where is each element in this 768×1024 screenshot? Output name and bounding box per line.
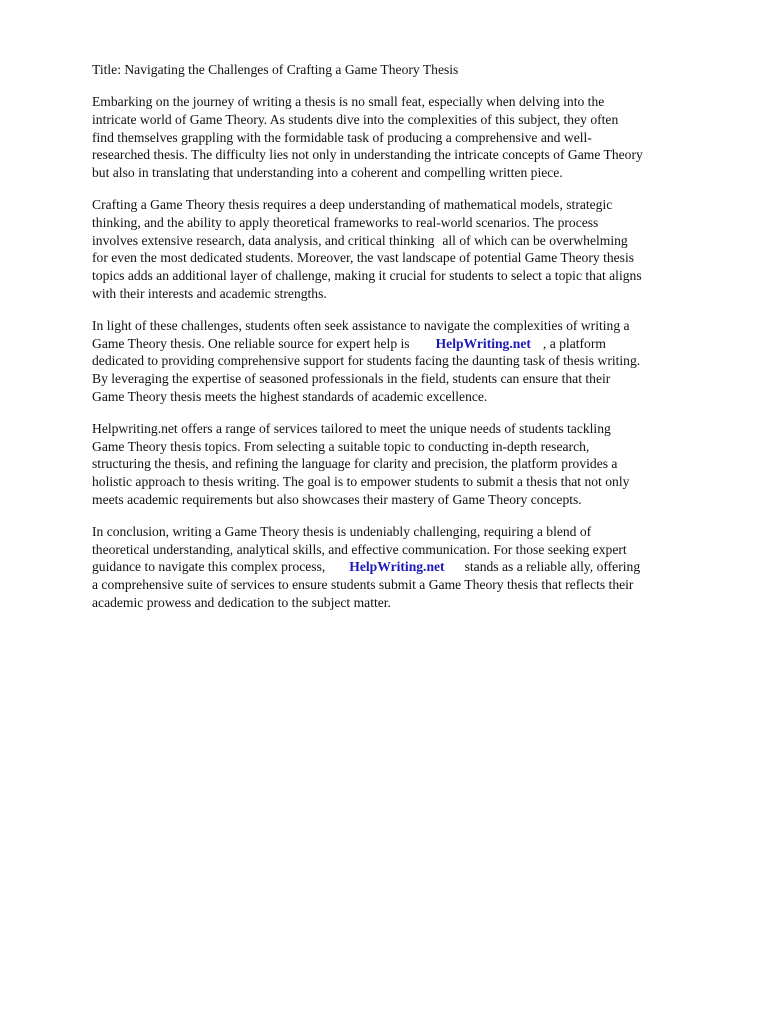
text-line: thinking, and the ability to apply theoretical frameworks to real-world scenarios. The process — [92, 214, 599, 230]
helpwriting-link[interactable]: HelpWriting.net — [435, 335, 531, 351]
text-line: find themselves grappling with the formidable task of producing a comprehensive and well- — [92, 129, 592, 145]
text-line: a comprehensive suite of services to ensure students submit a Game Theory thesis that reflects their — [92, 577, 634, 593]
text-line: holistic approach to thesis writing. The goal is to empower students to submit a thesis that not only — [92, 474, 630, 490]
text-line: By leveraging the expertise of seasoned professionals in the field, students can ensure that their — [92, 371, 611, 387]
text-line: topics adds an additional layer of challenge, making it crucial for students to select a topic that aligns — [92, 268, 642, 284]
text-line: meets academic requirements but also showcases their mastery of Game Theory concepts. — [92, 491, 582, 507]
text-line — [92, 232, 728, 250]
text-fragment: stands as a reliable ally, offering — [464, 559, 641, 575]
text-fragment: , a platform — [542, 335, 606, 351]
text-line — [92, 335, 728, 353]
document-title: Title: Navigating the Challenges of Crafting a Game Theory Thesis — [92, 62, 459, 77]
text-line: academic prowess and dedication to the subject matter. — [92, 594, 391, 610]
helpwriting-link[interactable]: HelpWriting.net — [349, 559, 445, 575]
text-line: Helpwriting.net offers a range of services tailored to meet the unique needs of students tackling — [92, 420, 611, 436]
text-fragment: Game Theory thesis. One reliable source for expert help is — [92, 335, 410, 351]
text-line: In conclusion, writing a Game Theory thesis is undeniably challenging, requiring a blend of — [92, 523, 592, 539]
text-line: structuring the thesis, and refining the language for clarity and precision, the platform provides a — [92, 456, 618, 472]
text-line: Game Theory thesis meets the highest standards of academic excellence. — [92, 388, 488, 404]
text-line: for even the most dedicated students. Moreover, the vast landscape of potential Game Theory thesis — [92, 250, 635, 266]
text-line: Crafting a Game Theory thesis requires a deep understanding of mathematical models, strategic — [92, 196, 613, 212]
text-line: but also in translating that understanding into a coherent and compelling written piece. — [92, 165, 563, 181]
text-line: with their interests and academic strengths. — [92, 285, 327, 301]
document-page — [92, 61, 728, 626]
text-fragment: all of which can be overwhelming — [442, 232, 628, 248]
text-line: In light of these challenges, students often seek assistance to navigate the complexities of writing a — [92, 317, 630, 333]
paragraph-crafting — [92, 196, 728, 303]
text-line: theoretical understanding, analytical skills, and effective communication. For those seeking expert — [92, 541, 627, 557]
text-line: researched thesis. The difficulty lies not only in understanding the intricate concepts of Game Theory — [92, 147, 643, 163]
text-fragment: guidance to navigate this complex process, — [92, 559, 326, 575]
paragraph-services — [92, 420, 728, 509]
text-line: Embarking on the journey of writing a thesis is no small feat, especially when delving into the — [92, 94, 605, 109]
paragraph-intro — [92, 93, 728, 182]
paragraph-assistance — [92, 317, 728, 406]
text-line — [92, 558, 728, 576]
paragraph-conclusion — [92, 523, 728, 612]
text-line: dedicated to providing comprehensive support for students facing the daunting task of thesis writing. — [92, 353, 641, 369]
text-fragment: involves extensive research, data analysis, and critical thinking — [92, 232, 435, 248]
text-line: intricate world of Game Theory. As students dive into the complexities of this subject, they often — [92, 111, 619, 127]
text-line: Game Theory thesis topics. From selecting a suitable topic to conducting in-depth research, — [92, 438, 590, 454]
